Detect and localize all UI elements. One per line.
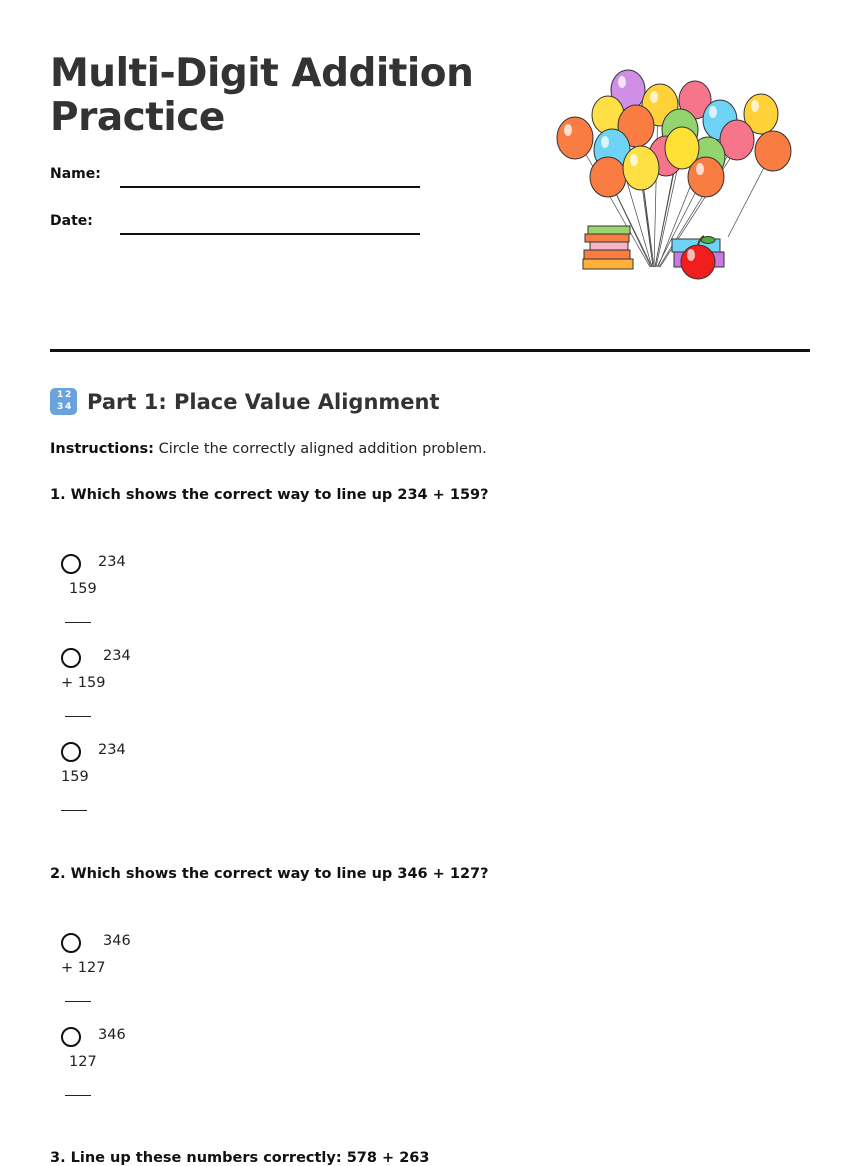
question-1: 1. Which shows the correct way to line up 234 + 159? xyxy=(50,487,489,503)
sum-line xyxy=(65,1001,91,1002)
input-numbers-icon: 1 2 3 4 xyxy=(50,388,77,415)
addend-bottom: 159 xyxy=(61,769,89,785)
question-3: 3. Line up these numbers correctly: 578 + 263 xyxy=(50,1150,430,1166)
addend-top: 234 xyxy=(98,742,126,758)
instructions-text: Circle the correctly aligned addition problem. xyxy=(153,441,487,457)
name-field[interactable] xyxy=(120,186,420,188)
answer-circle-q1-c[interactable] xyxy=(61,742,81,762)
section-divider xyxy=(50,349,810,352)
addend-top: 234 xyxy=(103,648,131,664)
instructions xyxy=(50,441,487,457)
date-field[interactable] xyxy=(120,233,420,235)
worksheet-title: Multi-Digit Addition Practice xyxy=(50,51,474,140)
name-label: Name: xyxy=(50,166,101,182)
answer-circle-q1-b[interactable] xyxy=(61,648,81,668)
question-2: 2. Which shows the correct way to line up 346 + 127? xyxy=(50,866,489,882)
answer-circle-q1-a[interactable] xyxy=(61,554,81,574)
addend-top: 234 xyxy=(98,554,126,570)
addend-bottom: + 159 xyxy=(61,675,106,691)
date-label: Date: xyxy=(50,213,93,229)
addend-bottom: 127 xyxy=(69,1054,97,1070)
balloons-books-apple-illustration xyxy=(548,62,798,284)
section-heading-text: Part 1: Place Value Alignment xyxy=(87,389,440,414)
addend-bottom: 159 xyxy=(69,581,97,597)
addend-top: 346 xyxy=(103,933,131,949)
addend-top: 346 xyxy=(98,1027,126,1043)
answer-circle-q2-a[interactable] xyxy=(61,933,81,953)
answer-circle-q2-b[interactable] xyxy=(61,1027,81,1047)
sum-line xyxy=(61,810,87,811)
instructions-label: Instructions: xyxy=(50,441,154,457)
addend-bottom: + 127 xyxy=(61,960,106,976)
section-heading-part1 xyxy=(50,388,440,415)
sum-line xyxy=(65,1095,91,1096)
sum-line xyxy=(65,622,91,623)
sum-line xyxy=(65,716,91,717)
